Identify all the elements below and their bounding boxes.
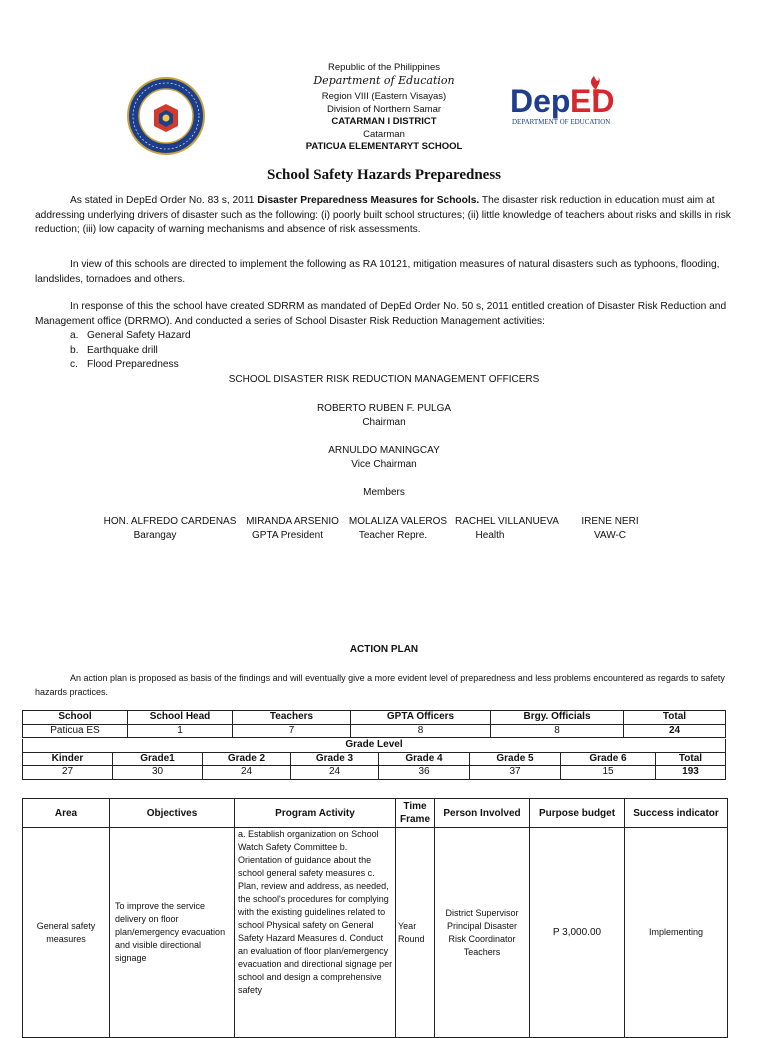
- table-cell: To improve the service delivery on floor plan/emergency evacuation and visible directional signage: [110, 828, 235, 1038]
- officers-heading: SCHOOL DISASTER RISK REDUCTION MANAGEMENT OFFICERS: [228, 374, 540, 385]
- table-cell: District Supervisor Principal Disaster Risk Coordinator Teachers: [435, 828, 530, 1038]
- list-item: [70, 344, 158, 358]
- table-row: [23, 828, 728, 1038]
- table-header-cell: Grade 6: [561, 752, 656, 766]
- document-title: School Safety Hazards Preparedness: [266, 167, 502, 183]
- member-role: Barangay: [133, 530, 177, 541]
- table-header-cell: Grade 2: [203, 752, 291, 766]
- table-row: [23, 766, 726, 780]
- table-cell: 193: [656, 766, 726, 780]
- table-header-cell: Brgy. Officials: [491, 711, 624, 725]
- table-header-cell: GPTA Officers: [351, 711, 491, 725]
- chairman-role: Chairman: [362, 417, 406, 428]
- table-row: [23, 711, 726, 725]
- member-name: RACHEL VILLANUEVA: [455, 516, 559, 527]
- table-header-cell: Grade 3: [291, 752, 379, 766]
- vice-chairman-role: Vice Chairman: [351, 459, 417, 470]
- table-cell: a. Establish organization on School Watch Safety Committee b. Orientation of guidance about the school general safety measures c. Plan, review and address, as needed, the school's procedures for complying with the existing guidelines related to school Physical safety on General Safety Hazard Measures d. Conduct an evaluation of floor plan/emergency evacuation and directional signage per school and design a comprehensive safety: [235, 828, 396, 1038]
- table-header-cell: Total: [656, 752, 726, 766]
- table-cell: 27: [23, 766, 113, 780]
- table-header-cell: Kinder: [23, 752, 113, 766]
- list-text: General Safety Hazard: [87, 330, 191, 341]
- table-cell: Paticua ES: [23, 724, 128, 738]
- list-text: Flood Preparedness: [87, 359, 179, 370]
- header-district: CATARMAN I DISTRICT: [331, 116, 437, 127]
- table-cell: Implementing: [625, 828, 728, 1038]
- table-header-cell: Area: [23, 799, 110, 828]
- member-role: Teacher Repre.: [358, 530, 428, 541]
- table-cell: 37: [470, 766, 561, 780]
- table-row: [23, 752, 726, 766]
- table-header-cell: Teachers: [233, 711, 351, 725]
- table-cell: Year Round: [396, 828, 435, 1038]
- list-marker: b.: [70, 345, 79, 356]
- table-row: [23, 799, 728, 828]
- table-cell: 24: [624, 724, 726, 738]
- member-role: GPTA President: [252, 530, 323, 541]
- member-name: MIRANDA ARSENIO: [246, 516, 339, 527]
- table-cell: 15: [561, 766, 656, 780]
- list-marker: c.: [70, 359, 78, 370]
- table-cell: 36: [379, 766, 470, 780]
- table-header-cell: Grade1: [113, 752, 203, 766]
- table-header-cell: Total: [624, 711, 726, 725]
- table-cell: 8: [351, 724, 491, 738]
- intro-text-rest: The disaster risk reduction in education must aim at addressing underlying drivers of disaster such as the following: (i) poorly built school structures; (ii) little knowledge of teachers about risks and skills in risk reduction; (iii) low capacity of warning mechanisms and absence of risk assessments.: [35, 195, 731, 235]
- member-role: VAW-C: [593, 530, 627, 541]
- enrollment-table: [22, 710, 726, 738]
- intro-paragraph: [35, 194, 735, 238]
- table-header-cell: Grade 5: [470, 752, 561, 766]
- table-header-cell: School Head: [128, 711, 233, 725]
- action-plan-table: [22, 798, 728, 1038]
- list-item: [70, 329, 191, 343]
- header-department: Department of Education: [313, 74, 455, 87]
- member-name: MOLALIZA VALEROS: [348, 516, 448, 527]
- intro-order-title: Disaster Preparedness Measures for Schools.: [257, 195, 480, 206]
- header-republic: Republic of the Philippines: [328, 62, 440, 73]
- table-header-cell: Grade 4: [379, 752, 470, 766]
- header-school: PATICUA ELEMENTARYT SCHOOL: [305, 141, 463, 152]
- list-marker: a.: [70, 330, 79, 341]
- action-plan-heading: ACTION PLAN: [349, 644, 419, 655]
- member-role: Health: [475, 530, 505, 541]
- member-name: IRENE NERI: [581, 516, 639, 527]
- table-row: [23, 739, 726, 752]
- header-division: Division of Northern Samar: [326, 104, 442, 115]
- table-header-cell: Success indicator: [625, 799, 728, 828]
- vice-chairman-name: ARNULDO MANINGCAY: [328, 445, 440, 456]
- action-plan-text: An action plan is proposed as basis of the findings and will eventually give a more evident level of preparedness and less problems encountered as regards to safety hazards practices.: [35, 673, 725, 697]
- sdrrm-paragraph: In response of this the school have created SDRRM as mandated of DepEd Order No. 50 s, 2011 entitled creation of Disaster Risk Reduction and Management office (DRRMO). And conducted a series of School Disaster Risk Reduction Management activities:: [35, 301, 727, 327]
- member-name: HON. ALFREDO CARDENAS: [103, 516, 237, 527]
- grade-level-table: [22, 739, 726, 780]
- svg-text:DEPARTMENT OF EDUCATION: DEPARTMENT OF EDUCATION: [512, 118, 611, 126]
- table-cell: 24: [291, 766, 379, 780]
- list-text: Earthquake drill: [87, 345, 158, 356]
- table-cell: General safety measures: [23, 828, 110, 1038]
- header-region: Region VIII (Eastern Visayas): [321, 91, 447, 102]
- table-header-cell: Objectives: [110, 799, 235, 828]
- mitigation-paragraph: In view of this schools are directed to implement the following as RA 10121, mitigation measures of natural disasters such as typhoons, flooding, landslides, tornadoes and others.: [35, 259, 720, 285]
- table-cell: P 3,000.00: [530, 828, 625, 1038]
- table-row: [23, 724, 726, 738]
- svg-text:Dep: Dep: [510, 83, 571, 119]
- table-header-cell: Time Frame: [396, 799, 435, 828]
- table-cell: 8: [491, 724, 624, 738]
- table-header-cell: Person Involved: [435, 799, 530, 828]
- table-header-cell: Program Activity: [235, 799, 396, 828]
- table-header-cell: Purpose budget: [530, 799, 625, 828]
- list-item: [70, 358, 179, 372]
- table-cell: 30: [113, 766, 203, 780]
- intro-text: As stated in DepEd Order No. 83 s, 2011: [70, 195, 258, 206]
- svg-text:ED: ED: [570, 83, 615, 119]
- grade-level-label: Grade Level: [23, 739, 726, 752]
- chairman-name: ROBERTO RUBEN F. PULGA: [316, 403, 452, 414]
- table-cell: 7: [233, 724, 351, 738]
- table-header-cell: School: [23, 711, 128, 725]
- table-cell: 1: [128, 724, 233, 738]
- members-label: Members: [363, 487, 405, 498]
- header-town: Catarman: [363, 129, 405, 140]
- table-cell: 24: [203, 766, 291, 780]
